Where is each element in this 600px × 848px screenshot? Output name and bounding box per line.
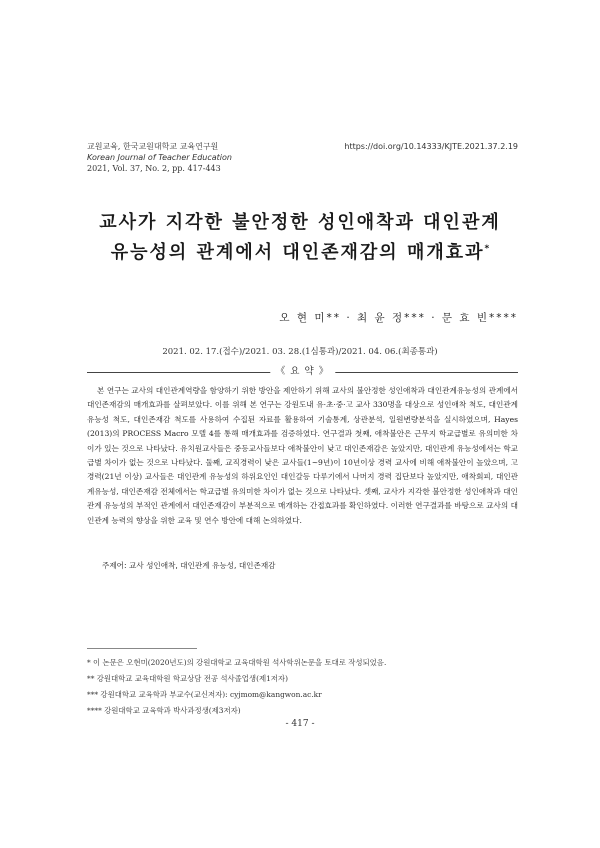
- journal-citation: 2021, Vol. 37, No. 2, pp. 417-443: [87, 164, 221, 173]
- footnote-1: * 이 논문은 오현미(2020년도)의 강원대학교 교육대학원 석사학위논문을 토대로 작성되었음.: [87, 658, 387, 667]
- keywords: 주제어: 교사 성인애착, 대인관계 유능성, 대인존재감: [102, 561, 276, 570]
- journal-name-english: Korean Journal of Teacher Education: [87, 153, 232, 162]
- summary-heading: 《 요 약 》: [270, 365, 335, 379]
- paper-title: [0, 210, 600, 266]
- title-footnote-marker: *: [484, 244, 490, 254]
- title-line-2-text: 유능성의 관계에서 대인존재감의 매개효과: [110, 242, 485, 263]
- abstract-text: 본 연구는 교사의 대인관계역량을 함양하기 위한 방안을 제안하기 위해 교사의 불안정한 성인애착과 대인관계유능성의 관계에서 대인존재감의 매개효과를 살펴보았다. 이를 위해 본 연구는 강원도내 유·초·중·고 교사 330명을 대상으로 성인애착 척도, 대인관계유능성 척도, 대인존재감 척도를 사용하여 수집된 자료를 활용하여 기술통계, 상관분석, 일원변량분석을 실시하였으며, Hayes (2013)의 PROCESS Macro 모델 4를 통해 매개효과를 검증하였다. 연구결과 첫째, 애착불안은 근무지 학교급별로 유의미한 차이가 있는 것으로 나타났다. 유치원교사들은 중등교사들보다 애착불안이 낮고 대인존재감은 높았지만, 대인관계 유능성에서는 학교급별 차이가 없는 것으로 나타났다. 둘째, 교직경력이 낮은 교사들(1~9년)이 10년이상 경력 교사에 비해 애착불안이 높았으며, 고경력(21년 이상) 교사들은 대인관계 유능성의 하위요인인 대인갈등 다루기에서 나머지 경력 집단보다 높았지만, 애착회피, 대인관계유능성, 대인존재감 전체에서는 학교급별 유의미한 차이가 없는 것으로 나타났다. 셋째, 교사가 지각한 불안정한 성인애착과 대인관계 유능성의 부적인 관계에서 대인존재감이 부분적으로 매개하는 간접효과를 확인하였다. 이러한 연구결과를 바탕으로 교사의 대인관계 능력의 향상을 위한 교육 및 연수 방안에 대해 논의하였다.: [87, 386, 518, 525]
- footnote-3: *** 강원대학교 교육학과 부교수(교신저자): cyjmom@kangwon.ac.kr: [87, 690, 322, 699]
- review-dates: 2021. 02. 17.(접수)/2021. 03. 28.(1심통과)/2021. 04. 06.(최종통과): [162, 347, 438, 357]
- footnotes: [87, 655, 386, 719]
- title-line-1: 교사가 지각한 불안정한 성인애착과 대인관계: [99, 212, 501, 233]
- doi-link[interactable]: https://doi.org/10.14333/KJTE.2021.37.2.19: [344, 142, 518, 151]
- footnote-2: ** 강원대학교 교육대학원 학교상담 전공 석사졸업생(제1저자): [87, 674, 288, 683]
- journal-name-korean: 교원교육, 한국교원대학교 교육연구원: [87, 142, 219, 151]
- author-list: 오 현 미** · 최 윤 정*** · 문 효 빈****: [279, 312, 518, 324]
- journal-header: [87, 141, 232, 174]
- footnote-divider: [87, 648, 197, 649]
- summary-divider: [87, 365, 518, 379]
- page-number: - 417 -: [285, 719, 315, 729]
- title-line-2: [0, 236, 600, 266]
- footnote-4: **** 강원대학교 교육학과 박사과정생(제3저자): [87, 706, 241, 715]
